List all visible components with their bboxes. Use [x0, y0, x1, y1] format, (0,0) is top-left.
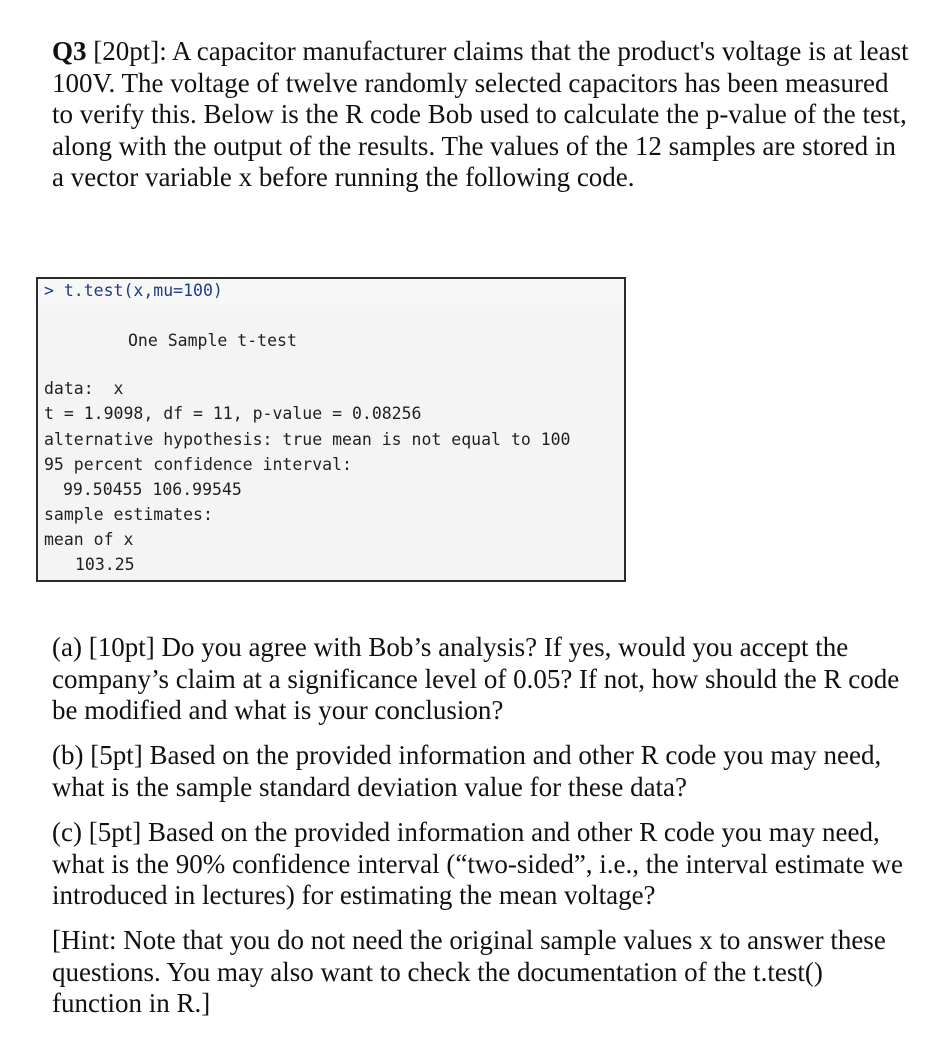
- test-title: One Sample t-test: [128, 331, 297, 350]
- ci-values-line: 99.50455 106.99545: [63, 480, 242, 499]
- question-text: [52, 36, 912, 194]
- estimates-label-line: sample estimates:: [44, 505, 213, 524]
- alternative-line: alternative hypothesis: true mean is not equal to 100: [44, 430, 571, 449]
- r-command-line: [44, 281, 223, 301]
- r-command: t.test(x,mu=100): [63, 281, 223, 300]
- r-code-output-box: [36, 277, 626, 582]
- stats-line: t = 1.9098, df = 11, p-value = 0.08256: [44, 404, 422, 423]
- question-label: Q3: [52, 36, 87, 66]
- hint-text: [Hint: Note that you do not need the original sample values x to answer these questions. You may also want to check the documentation of the t.test() function in R.]: [52, 925, 886, 1018]
- r-prompt: >: [44, 281, 54, 300]
- estimate-value-line: 103.25: [75, 555, 135, 574]
- ci-label-line: 95 percent confidence interval:: [44, 455, 352, 474]
- part-c-text: (c) [5pt] Based on the provided information and other R code you may need, what is the 90% confidence interval (“two-sided”, i.e., the interval estimate we introduced in lectures) for estimating the mean voltage?: [52, 817, 903, 910]
- part-b-text: (b) [5pt] Based on the provided information and other R code you may need, what is the sample standard deviation value for these data?: [52, 740, 882, 802]
- data-line: data: x: [44, 379, 124, 398]
- question-body: [20pt]: A capacitor manufacturer claims that the product's voltage is at least 100V. The voltage of twelve randomly selected capacitors has been measured to verify this. Below is the R code Bob used to calculate the p-value of the test, along with the output of the results. The values of the 12 samples are stored in a vector variable x before running the following code.: [52, 36, 909, 192]
- part-a-text: (a) [10pt] Do you agree with Bob’s analysis? If yes, would you accept the company’s claim at a significance level of 0.05? If not, how should the R code be modified and what is your conclusion?: [52, 632, 900, 725]
- estimate-name-line: mean of x: [44, 530, 134, 549]
